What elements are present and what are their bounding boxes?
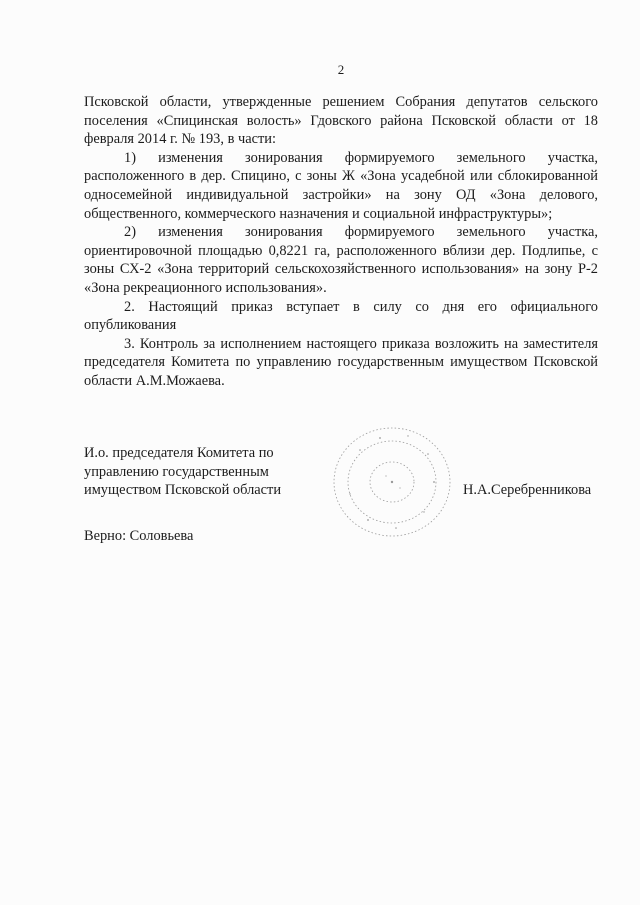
signatory-position-line: И.о. председателя Комитета по (84, 445, 274, 461)
page-number: 2 (337, 62, 345, 77)
paragraph-clause-3: 3. Контроль за исполнением настоящего приказа возложить на заместителя председателя Комитета по управлению государственным имуществом Псковской области А.М.Можаева. (84, 335, 598, 389)
certification-note: Верно: Соловьева (84, 528, 194, 544)
document-body (84, 93, 598, 391)
signatory-name: Н.А.Серебренникова (463, 482, 592, 498)
signatory-position-line: управлению государственным (84, 463, 269, 480)
official-seal-stamp (320, 420, 460, 540)
signatory-position (84, 444, 314, 500)
paragraph-item-1: 1) изменения зонирования формируемого земельного участка, расположенного в дер. Спицино, с зоны Ж «Зона усадебной или сблокированной односемейной индивидуальной застройки» на зону ОД «Зона делового, общественного, коммерческого назначения и социальной инфраструктуры»; (84, 149, 598, 222)
paragraph-clause-2: 2. Настоящий приказ вступает в силу со дня его официального опубликования (84, 298, 598, 334)
paragraph-item-2: 2) изменения зонирования формируемого земельного участка, ориентировочной площадью 0,8221 га, расположенного вблизи дер. Подлипье, с зоны СХ-2 «Зона территорий сельскохозяйственного использования» на зону Р-2 «Зона рекреационного использования». (84, 224, 598, 296)
paragraph-intro: Псковской области, утвержденные решением Собрания депутатов сельского поселения «Спицинская волость» Гдовского района Псковской области от 18 февраля 2014 г. № 193, в части: (84, 94, 598, 148)
signatory-position-line: имуществом Псковской области (84, 482, 282, 499)
